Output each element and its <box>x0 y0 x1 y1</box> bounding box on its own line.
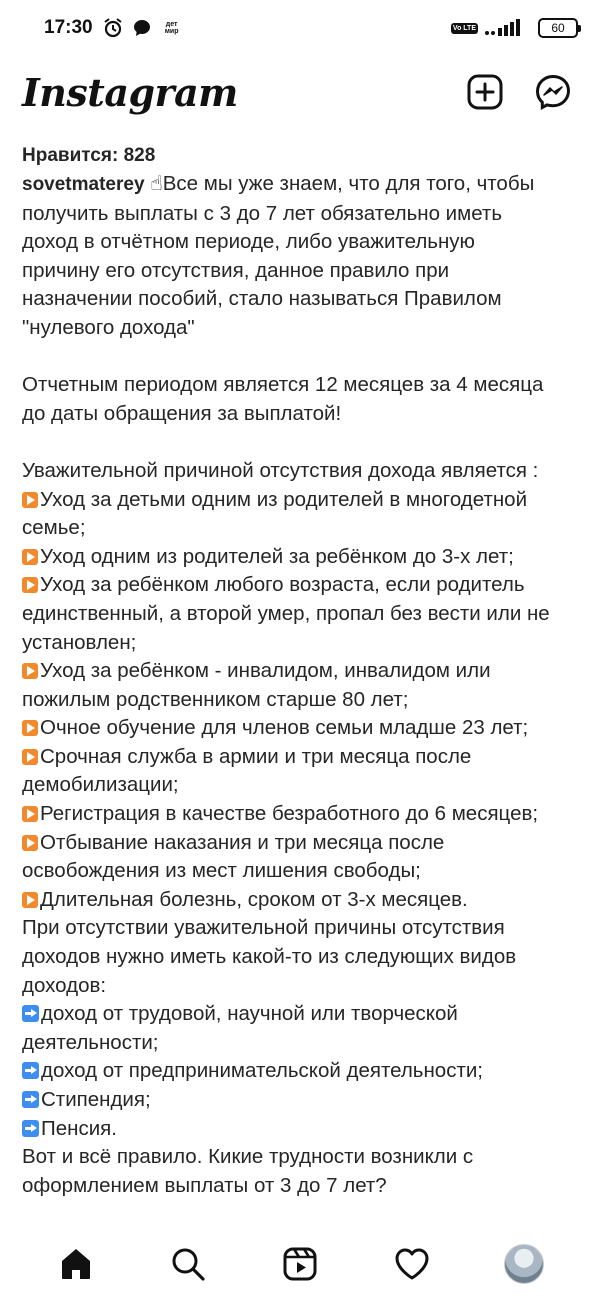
post-caption <box>22 170 582 1200</box>
caption-line: Отчетным периодом является 12 месяцев за 4 месяца <box>22 373 544 397</box>
home-icon <box>58 1246 94 1282</box>
reason-item: Уход за детьми одним из родителей в многодетной <box>22 486 582 515</box>
messenger-icon <box>535 74 571 110</box>
plus-square-icon <box>467 74 503 110</box>
volte-icon: Vo LTE <box>452 24 476 32</box>
income-item: Стипендия; <box>22 1086 582 1115</box>
status-bar <box>0 0 600 56</box>
income-item-cont: деятельности; <box>22 1030 159 1054</box>
reasons-heading: Уважительной причиной отсутствия дохода является : <box>22 458 539 482</box>
play-button-icon <box>22 806 38 822</box>
caption-line: доход в отчётном периоде, либо уважительную <box>22 230 475 254</box>
reason-item: Уход одним из родителей за ребёнком до 3-х лет; <box>22 543 582 572</box>
closing-line: Вот и всё правило. Кикие трудности возникли с <box>22 1145 474 1169</box>
reason-item: Уход за ребёнком - инвалидом, инвалидом или <box>22 657 582 686</box>
chat-notification-icon <box>133 19 151 37</box>
reels-icon <box>282 1246 318 1282</box>
reason-item-cont: демобилизации; <box>22 773 179 797</box>
detmir-app-icon: дет мир <box>164 21 179 35</box>
right-arrow-icon <box>22 1120 39 1137</box>
income-item: доход от предпринимательской деятельности; <box>22 1057 582 1086</box>
play-button-icon <box>22 892 38 908</box>
closing-line: оформлением выплаты от 3 до 7 лет? <box>22 1173 387 1197</box>
play-button-icon <box>22 749 38 765</box>
app-header <box>0 56 600 128</box>
likes-count[interactable]: Нравится: 828 <box>22 145 156 166</box>
play-button-icon <box>22 663 38 679</box>
username-link[interactable]: sovetmaterey <box>22 174 145 195</box>
right-arrow-icon <box>22 1091 39 1108</box>
reason-item-cont: освобождения из мест лишения свободы; <box>22 859 421 883</box>
play-button-icon <box>22 577 38 593</box>
income-heading: доходов нужно иметь какой-то из следующих видов <box>22 945 517 969</box>
reason-item: Срочная служба в армии и три месяца после <box>22 743 582 772</box>
right-arrow-icon <box>22 1005 39 1022</box>
reason-item: Очное обучение для членов семьи младше 23 лет; <box>22 714 582 743</box>
play-button-icon <box>22 720 38 736</box>
bottom-nav <box>0 1228 600 1299</box>
income-item: Пенсия. <box>22 1115 582 1144</box>
play-button-icon <box>22 549 38 565</box>
caption-line: до даты обращения за выплатой! <box>22 401 342 425</box>
caption-line: причину его отсутствия, данное правило при <box>22 258 450 282</box>
messenger-button[interactable] <box>534 73 572 111</box>
reason-item: Длительная болезнь, сроком от 3-х месяцев. <box>22 886 582 915</box>
caption-line: назначении пособий, стало называться Правилом <box>22 287 502 311</box>
reason-item: Регистрация в качестве безработного до 6 месяцев; <box>22 800 582 829</box>
reason-item-cont: установлен; <box>22 630 137 654</box>
reason-item-cont: единственный, а второй умер, пропал без вести или не <box>22 601 550 625</box>
reason-item-cont: пожилым родственником старше 80 лет; <box>22 687 409 711</box>
caption-line <box>22 170 582 200</box>
instagram-logo: Instagram <box>22 69 238 115</box>
caption-line: получить выплаты с 3 до 7 лет обязательно иметь <box>22 201 502 225</box>
alarm-icon <box>103 18 123 38</box>
profile-avatar[interactable] <box>504 1244 544 1284</box>
search-icon <box>170 1246 206 1282</box>
new-post-button[interactable] <box>466 73 504 111</box>
post-content <box>22 142 582 1200</box>
heart-icon <box>393 1246 431 1282</box>
nav-search[interactable] <box>166 1242 210 1286</box>
income-item: доход от трудовой, научной или творческой <box>22 1000 582 1029</box>
caption-line: "нулевого дохода" <box>22 315 195 339</box>
right-arrow-icon <box>22 1062 39 1079</box>
play-button-icon <box>22 835 38 851</box>
nav-activity[interactable] <box>390 1242 434 1286</box>
battery-indicator: 60 <box>538 18 578 38</box>
reason-item: Отбывание наказания и три месяца после <box>22 829 582 858</box>
reason-item: Уход за ребёнком любого возраста, если родитель <box>22 571 582 600</box>
nav-reels[interactable] <box>278 1242 322 1286</box>
play-button-icon <box>22 492 38 508</box>
nav-home[interactable] <box>54 1242 98 1286</box>
reason-item-cont: семье; <box>22 516 86 540</box>
status-time: 17:30 <box>44 17 93 38</box>
signal-icon <box>484 19 524 37</box>
income-heading: При отсутствии уважительной причины отсутствия <box>22 916 505 940</box>
caption-first-line: ☝Все мы уже знаем, что для того, чтобы <box>150 172 535 195</box>
nav-profile[interactable] <box>502 1242 546 1286</box>
income-heading: доходов: <box>22 973 107 997</box>
